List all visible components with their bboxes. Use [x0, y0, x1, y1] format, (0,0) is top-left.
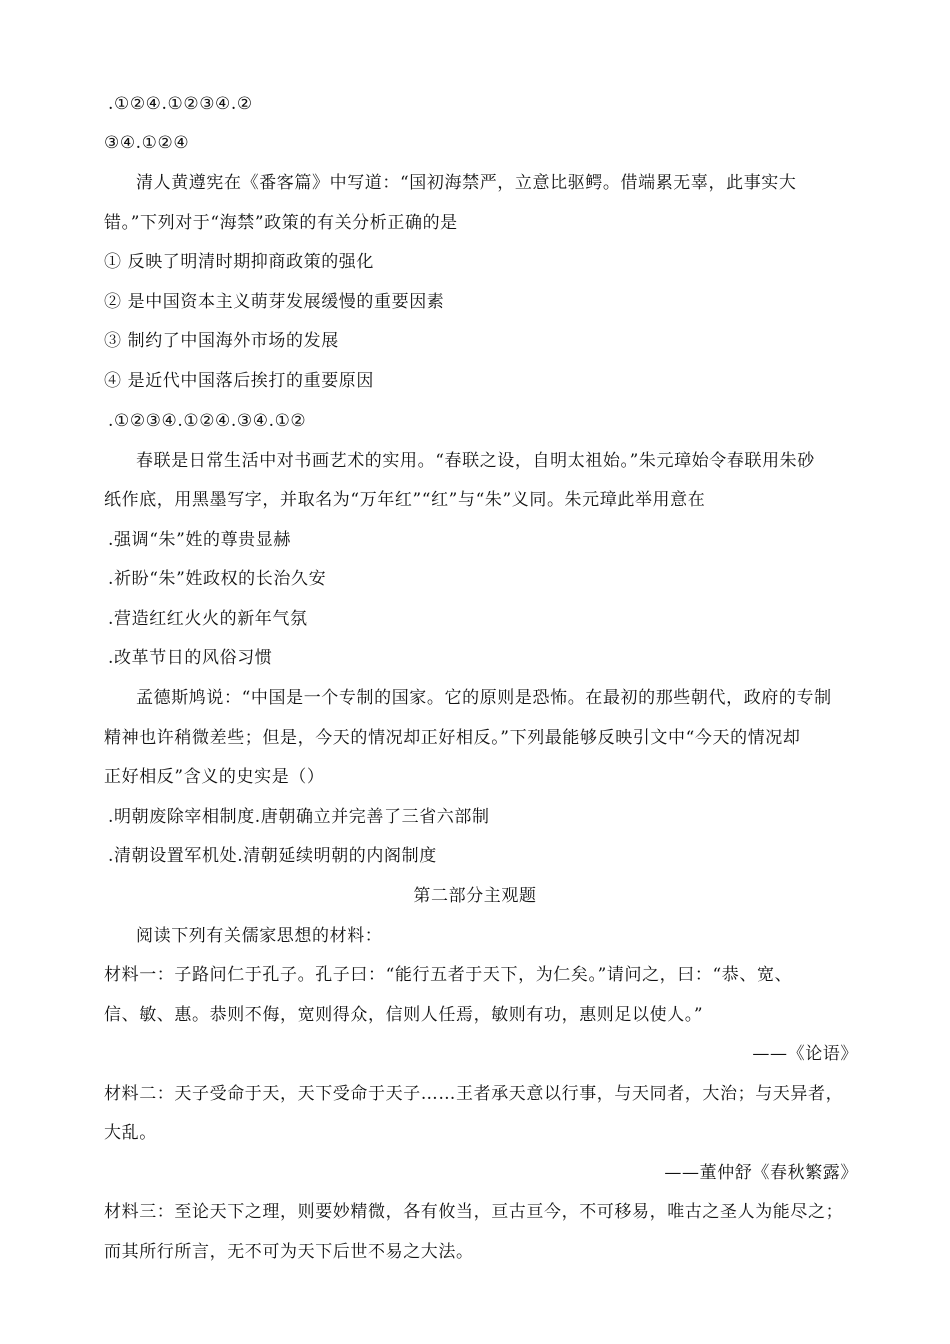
material-1-source: ——《论语》 — [752, 1044, 858, 1064]
reading-intro: 阅读下列有关儒家思想的材料： — [136, 926, 383, 946]
question-montesquieu-text-1: 孟德斯鸠说：“中国是一个专制的国家。它的原则是恐怖。在最初的那些朝代，政府的专制 — [136, 688, 832, 708]
option-a: .强调“朱”姓的尊贵显赫 — [108, 530, 291, 550]
question-haijin-text-1: 清人黄遵宪在《番客篇》中写道：“国初海禁严，立意比驱鳄。借端累无辜，此事实大 — [136, 173, 797, 193]
options-line-haijin: .①②③④.①②④.③④.①② — [108, 411, 307, 431]
option-d: .改革节日的风俗习惯 — [108, 648, 273, 668]
statement-3: ③ 制约了中国海外市场的发展 — [104, 331, 339, 351]
question-chunlian-text-2: 纸作底，用黑墨写字，并取名为“万年红”“红”与“朱”义同。朱元璋此举用意在 — [104, 490, 706, 510]
options-montesquieu-2: .清朝设置军机处.清朝延续明朝的内阁制度 — [108, 846, 437, 866]
options-line-1: .①②④.①②③④.② — [108, 94, 253, 114]
question-haijin-text-2: 错。”下列对于“海禁”政策的有关分析正确的是 — [104, 213, 458, 233]
material-2-text-1: 材料二：天子受命于天，天下受命于天子……王者承天意以行事，与天同者，大治；与天异者， — [104, 1084, 844, 1104]
material-2-source: ——董仲舒《春秋繁露》 — [664, 1163, 858, 1183]
statement-4: ④ 是近代中国落后挨打的重要原因 — [104, 371, 375, 391]
options-line-2: ③④.①②④ — [104, 133, 190, 153]
question-montesquieu-text-3: 正好相反”含义的史实是（） — [104, 767, 325, 787]
question-chunlian-text-1: 春联是日常生活中对书画艺术的实用。“春联之设，自明太祖始。”朱元璋始令春联用朱砂 — [136, 451, 815, 471]
option-b: .祈盼“朱”姓政权的长治久安 — [108, 569, 327, 589]
material-2-text-2: 大乱。 — [104, 1123, 157, 1143]
material-3-text-1: 材料三：至论天下之理，则要妙精微，各有攸当，亘古亘今，不可移易，唯古之圣人为能尽之； — [104, 1202, 844, 1222]
question-montesquieu-text-2: 精神也许稍微差些；但是，今天的情况却正好相反。”下列最能够反映引文中“今天的情况却 — [104, 728, 801, 748]
material-1-text-2: 信、敏、惠。恭则不侮，宽则得众，信则人任焉，敏则有功，惠则足以使人。” — [104, 1005, 704, 1025]
statement-1: ① 反映了明清时期抑商政策的强化 — [104, 252, 375, 272]
section-heading: 第二部分主观题 — [413, 886, 537, 906]
material-3-text-2: 而其所行所言，无不可为天下后世不易之大法。 — [104, 1242, 474, 1262]
option-c: .营造红红火火的新年气氛 — [108, 609, 308, 629]
statement-2: ② 是中国资本主义萌芽发展缓慢的重要因素 — [104, 292, 445, 312]
options-montesquieu-1: .明朝废除宰相制度.唐朝确立并完善了三省六部制 — [108, 807, 490, 827]
material-1-text-1: 材料一：子路问仁于孔子。孔子曰：“能行五者于天下，为仁矣。”请问之，曰：“恭、宽、 — [104, 965, 793, 985]
